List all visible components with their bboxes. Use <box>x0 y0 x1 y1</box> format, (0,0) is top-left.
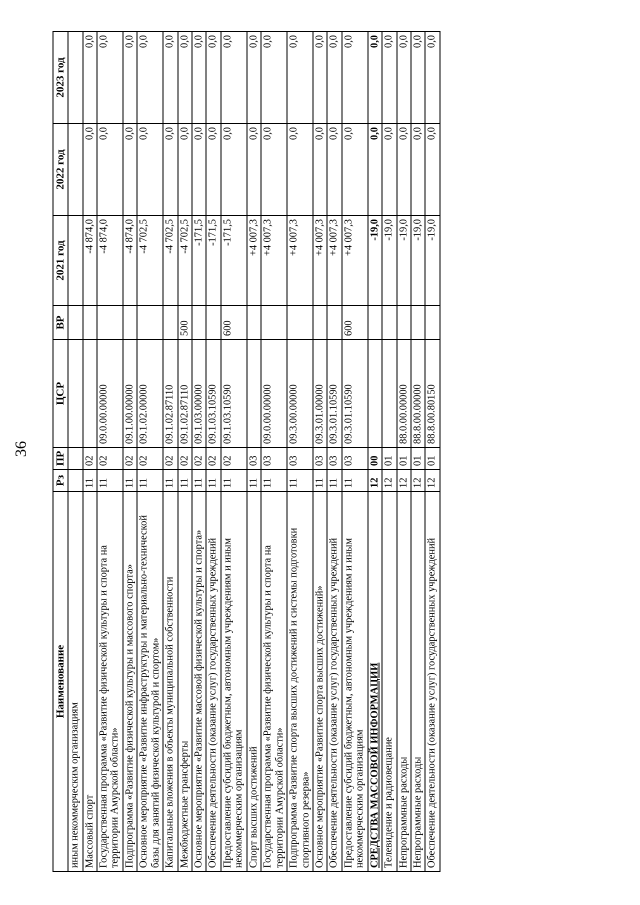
table-row <box>137 32 163 872</box>
cell-2022 <box>68 124 82 216</box>
cell-2023: 0,0 <box>163 32 177 124</box>
cell-rz: 11 <box>83 470 97 492</box>
cell-name: иным некоммерческим организациям <box>68 492 82 872</box>
cell-vr: 600 <box>221 306 247 340</box>
cell-name: Государственная программа «Развитие физической культуры и спорта на территории Амурской области» <box>261 492 287 872</box>
cell-rz: 12 <box>368 470 382 492</box>
cell-pr: 03 <box>327 448 341 470</box>
cell-vr <box>261 306 287 340</box>
cell-2023: 0,0 <box>137 32 163 124</box>
cell-csr <box>382 340 396 448</box>
cell-vr <box>313 306 327 340</box>
cell-2022: 0,0 <box>97 124 123 216</box>
cell-rz: 11 <box>178 470 192 492</box>
cell-name: Межбюджетные трансферты <box>178 492 192 872</box>
cell-name: Основное мероприятие «Развитие массовой физической культуры и спорта» <box>192 492 206 872</box>
cell-pr: 02 <box>123 448 137 470</box>
cell-rz: 11 <box>221 470 247 492</box>
table-row <box>261 32 287 872</box>
cell-vr <box>327 306 341 340</box>
table-row <box>382 32 396 872</box>
cell-2022: 0,0 <box>425 124 439 216</box>
table-row <box>411 32 425 872</box>
cell-pr: 02 <box>221 448 247 470</box>
cell-vr <box>425 306 439 340</box>
cell-vr <box>368 306 382 340</box>
cell-2023: 0,0 <box>287 32 313 124</box>
cell-csr: 09.1.03.10590 <box>206 340 220 448</box>
header-2023: 2023 год <box>53 32 68 124</box>
cell-2021: +4 007,3 <box>313 216 327 306</box>
budget-table <box>53 31 441 872</box>
cell-vr <box>137 306 163 340</box>
cell-vr <box>192 306 206 340</box>
cell-vr <box>163 306 177 340</box>
cell-pr: 01 <box>382 448 396 470</box>
cell-2023: 0,0 <box>425 32 439 124</box>
cell-name: Обеспечение деятельности (оказание услуг) государственных учреждений <box>206 492 220 872</box>
cell-csr: 09.0.00.00000 <box>97 340 123 448</box>
cell-pr: 02 <box>137 448 163 470</box>
table-row <box>342 32 368 872</box>
cell-csr: 09.1.00.00000 <box>123 340 137 448</box>
header-pr: ПР <box>53 448 68 470</box>
cell-pr: 00 <box>368 448 382 470</box>
cell-2022: 0,0 <box>178 124 192 216</box>
table-row <box>206 32 220 872</box>
cell-pr: 03 <box>287 448 313 470</box>
cell-pr: 01 <box>411 448 425 470</box>
cell-vr <box>287 306 313 340</box>
cell-name: Подпрограмма «Развитие спорта высших достижений и системы подготовки спортивного резерва» <box>287 492 313 872</box>
cell-pr: 02 <box>163 448 177 470</box>
cell-csr: 88.0.00.00000 <box>397 340 411 448</box>
cell-2023: 0,0 <box>192 32 206 124</box>
header-2022: 2022 год <box>53 124 68 216</box>
cell-pr <box>68 448 82 470</box>
cell-2021: -4 702,5 <box>137 216 163 306</box>
page-number: 36 <box>13 441 30 457</box>
cell-name: Основное мероприятие «Развитие спорта высших достижений» <box>313 492 327 872</box>
cell-name: Непрограммные расходы <box>411 492 425 872</box>
cell-2021: -19,0 <box>382 216 396 306</box>
cell-2021: -4 702,5 <box>163 216 177 306</box>
table-row <box>425 32 439 872</box>
cell-name: Обеспечение деятельности (оказание услуг) государственных учреждений <box>425 492 439 872</box>
cell-rz: 11 <box>313 470 327 492</box>
cell-pr: 03 <box>342 448 368 470</box>
table-row <box>313 32 327 872</box>
cell-2022: 0,0 <box>261 124 287 216</box>
cell-2022: 0,0 <box>342 124 368 216</box>
cell-csr: 09.0.00.00000 <box>261 340 287 448</box>
cell-csr: 09.1.02.87110 <box>178 340 192 448</box>
header-rz: Рз <box>53 470 68 492</box>
cell-csr: 09.1.02.87110 <box>163 340 177 448</box>
cell-2023: 0,0 <box>397 32 411 124</box>
cell-2022: 0,0 <box>247 124 261 216</box>
cell-rz: 11 <box>287 470 313 492</box>
cell-rz: 12 <box>397 470 411 492</box>
cell-2023 <box>68 32 82 124</box>
cell-2023: 0,0 <box>123 32 137 124</box>
table-row <box>163 32 177 872</box>
cell-rz: 12 <box>382 470 396 492</box>
cell-2022: 0,0 <box>206 124 220 216</box>
cell-rz: 11 <box>206 470 220 492</box>
cell-2023: 0,0 <box>206 32 220 124</box>
cell-2022: 0,0 <box>368 124 382 216</box>
cell-2021: -19,0 <box>368 216 382 306</box>
cell-2021: -171,5 <box>206 216 220 306</box>
budget-table-container <box>53 32 588 872</box>
table-row <box>247 32 261 872</box>
cell-csr <box>368 340 382 448</box>
cell-csr: 09.1.03.00000 <box>192 340 206 448</box>
cell-pr: 02 <box>83 448 97 470</box>
cell-csr: 09.1.03.10590 <box>221 340 247 448</box>
cell-2023: 0,0 <box>178 32 192 124</box>
cell-pr: 03 <box>313 448 327 470</box>
cell-vr <box>123 306 137 340</box>
cell-rz: 11 <box>247 470 261 492</box>
cell-2021: -19,0 <box>411 216 425 306</box>
cell-rz: 11 <box>261 470 287 492</box>
cell-2021: -19,0 <box>397 216 411 306</box>
cell-2023: 0,0 <box>368 32 382 124</box>
cell-vr <box>247 306 261 340</box>
cell-rz: 11 <box>137 470 163 492</box>
cell-name: Государственная программа «Развитие физической культуры и спорта на территории Амурской области» <box>97 492 123 872</box>
cell-name: Спорт высших достижений <box>247 492 261 872</box>
cell-2021: +4 007,3 <box>327 216 341 306</box>
cell-2022: 0,0 <box>221 124 247 216</box>
cell-2021: -4 702,5 <box>178 216 192 306</box>
table-row <box>192 32 206 872</box>
cell-2023: 0,0 <box>261 32 287 124</box>
cell-2023: 0,0 <box>382 32 396 124</box>
cell-name: Непрограммные расходы <box>397 492 411 872</box>
cell-rz: 11 <box>123 470 137 492</box>
cell-csr: 09.1.02.00000 <box>137 340 163 448</box>
table-header-row <box>53 32 68 872</box>
cell-2021: -4 874,0 <box>83 216 97 306</box>
cell-vr: 600 <box>342 306 368 340</box>
cell-vr <box>83 306 97 340</box>
cell-pr: 03 <box>261 448 287 470</box>
cell-2023: 0,0 <box>83 32 97 124</box>
table-row <box>97 32 123 872</box>
cell-2023: 0,0 <box>313 32 327 124</box>
cell-2023: 0,0 <box>411 32 425 124</box>
cell-pr: 01 <box>397 448 411 470</box>
cell-2022: 0,0 <box>137 124 163 216</box>
cell-2021: -171,5 <box>192 216 206 306</box>
cell-rz: 11 <box>163 470 177 492</box>
cell-name: Массовый спорт <box>83 492 97 872</box>
cell-2021 <box>68 216 82 306</box>
cell-2021: -19,0 <box>425 216 439 306</box>
cell-2021: +4 007,3 <box>247 216 261 306</box>
cell-pr: 03 <box>247 448 261 470</box>
cell-vr <box>397 306 411 340</box>
cell-pr: 02 <box>206 448 220 470</box>
cell-vr: 500 <box>178 306 192 340</box>
cell-2022: 0,0 <box>397 124 411 216</box>
cell-name: Подпрограмма «Развитие физической культуры и массового спорта» <box>123 492 137 872</box>
cell-rz <box>68 470 82 492</box>
cell-pr: 02 <box>178 448 192 470</box>
cell-rz: 11 <box>342 470 368 492</box>
cell-pr: 01 <box>425 448 439 470</box>
cell-rz: 11 <box>97 470 123 492</box>
table-row <box>178 32 192 872</box>
cell-2022: 0,0 <box>313 124 327 216</box>
cell-csr: 09.3.01.00000 <box>313 340 327 448</box>
cell-pr: 02 <box>97 448 123 470</box>
cell-2022: 0,0 <box>123 124 137 216</box>
cell-csr <box>68 340 82 448</box>
cell-name: Предоставление субсидий бюджетным, автономным учреждениям и иным некоммерческим организациям <box>342 492 368 872</box>
cell-name: Капитальные вложения в объекты муниципальной собственности <box>163 492 177 872</box>
header-csr: ЦСР <box>53 340 68 448</box>
cell-2021: +4 007,3 <box>261 216 287 306</box>
cell-2023: 0,0 <box>97 32 123 124</box>
header-2021: 2021 год <box>53 216 68 306</box>
cell-name: Телевидение и радиовещание <box>382 492 396 872</box>
cell-2021: -171,5 <box>221 216 247 306</box>
table-row <box>397 32 411 872</box>
cell-csr <box>247 340 261 448</box>
cell-csr: 09.3.00.00000 <box>287 340 313 448</box>
cell-vr <box>68 306 82 340</box>
cell-name: Предоставление субсидий бюджетным, автономным учреждениям и иным некоммерческим организациям <box>221 492 247 872</box>
cell-csr: 88.8.00.00000 <box>411 340 425 448</box>
cell-2022: 0,0 <box>163 124 177 216</box>
cell-rz: 11 <box>192 470 206 492</box>
cell-2022: 0,0 <box>192 124 206 216</box>
cell-csr: 09.3.01.10590 <box>342 340 368 448</box>
cell-2023: 0,0 <box>327 32 341 124</box>
table-row <box>68 32 82 872</box>
cell-2023: 0,0 <box>342 32 368 124</box>
cell-2021: -4 874,0 <box>97 216 123 306</box>
table-row <box>327 32 341 872</box>
table-row <box>368 32 382 872</box>
cell-csr: 09.3.01.10590 <box>327 340 341 448</box>
cell-pr: 02 <box>192 448 206 470</box>
table-row <box>221 32 247 872</box>
cell-2021: +4 007,3 <box>342 216 368 306</box>
cell-2021: +4 007,3 <box>287 216 313 306</box>
cell-name: СРЕДСТВА МАССОВОЙ ИНФОРМАЦИИ <box>368 492 382 872</box>
cell-rz: 11 <box>327 470 341 492</box>
cell-vr <box>382 306 396 340</box>
table-row <box>123 32 137 872</box>
cell-2023: 0,0 <box>221 32 247 124</box>
cell-rz: 12 <box>425 470 439 492</box>
table-row <box>287 32 313 872</box>
cell-2022: 0,0 <box>287 124 313 216</box>
cell-name: Основное мероприятие «Развитие инфраструктуры и материально-технической базы для занятий физической культурой и спортом» <box>137 492 163 872</box>
cell-vr <box>206 306 220 340</box>
cell-2022: 0,0 <box>327 124 341 216</box>
cell-csr <box>83 340 97 448</box>
cell-csr: 88.8.00.80150 <box>425 340 439 448</box>
table-row <box>83 32 97 872</box>
cell-2022: 0,0 <box>382 124 396 216</box>
header-vr: ВР <box>53 306 68 340</box>
cell-2023: 0,0 <box>247 32 261 124</box>
table-body <box>68 32 440 872</box>
cell-name: Обеспечение деятельности (оказание услуг) государственных учреждений <box>327 492 341 872</box>
header-name: Наименование <box>53 492 68 872</box>
cell-rz: 12 <box>411 470 425 492</box>
cell-2021: -4 874,0 <box>123 216 137 306</box>
cell-vr <box>97 306 123 340</box>
cell-2022: 0,0 <box>83 124 97 216</box>
cell-2022: 0,0 <box>411 124 425 216</box>
cell-vr <box>411 306 425 340</box>
